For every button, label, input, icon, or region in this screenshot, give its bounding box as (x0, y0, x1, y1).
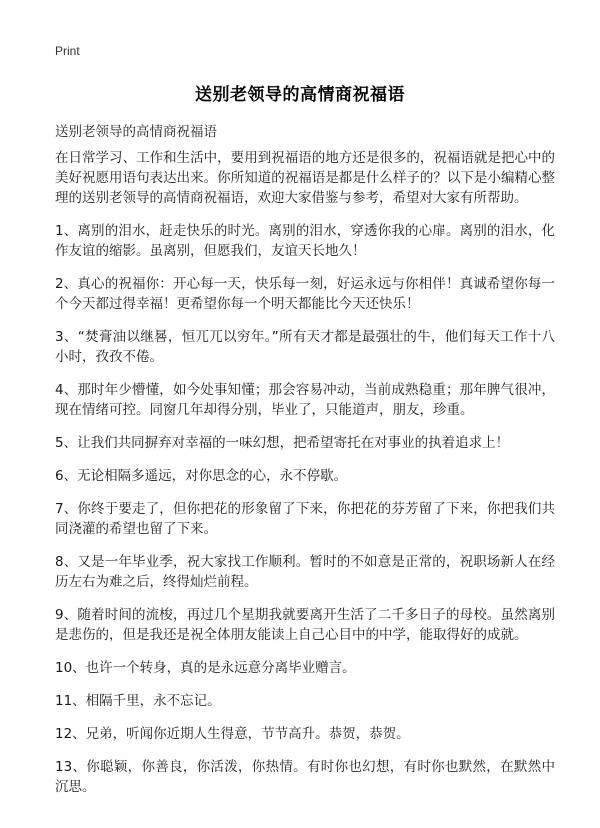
blessing-item-13: 13、你聪颖，你善良，你活泼，你热情。有时你也幻想，有时你也默然，在默然中沉思。 (55, 759, 555, 795)
blessing-item-3: 3、“焚膏油以继晷，恒兀兀以穷年。”所有天才都是最强壮的牛，他们每天工作十八小时，孜孜不倦。 (55, 329, 555, 365)
blessing-item-11: 11、相隔千里，永不忘记。 (55, 693, 221, 709)
blessing-item-2: 2、真心的祝福你：开心每一天，快乐每一刻，好运永远与你相伴！真诚希望你每一个今天都过得幸福！更希望你每一个明天都能比今天还快乐！ (55, 276, 555, 312)
blessing-item-5: 5、让我们共同摒弃对幸福的一味幻想，把希望寄托在对事业的执着追求上！ (55, 435, 510, 451)
blessing-item-4: 4、那时年少懵懂，如今处事知懂；那会容易冲动，当前成熟稳重；那年脾气很冲，现在情绪可控。同窗几年却得分别，毕业了，只能道声，朋友，珍重。 (55, 382, 555, 418)
blessing-item-9: 9、随着时间的流梭，再过几个星期我就要离开生活了二千多日子的母校。虽然离别是悲伤的，但是我还是祝全体朋友能读上自己心目中的中学，能取得好的成就。 (55, 607, 555, 643)
intro-paragraph: 在日常学习、工作和生活中，要用到祝福语的地方还是很多的，祝福语就是把心中的美好祝愿用语句表达出来。你所知道的祝福语是都是什么样子的？以下是小编精心整理的送别老领导的高情商祝福语，欢迎大家借鉴与参考，希望对大家有所帮助。 (55, 150, 555, 206)
blessing-item-6: 6、无论相隔多遥远，对你思念的心，永不停歇。 (55, 468, 348, 484)
blessing-item-7: 7、你终于要走了，但你把花的形象留了下来，你把花的芬芳留了下来，你把我们共同浇灌的希望也留了下来。 (55, 501, 555, 537)
blessing-item-8: 8、又是一年毕业季，祝大家找工作顺利。暂时的不如意是正常的，祝职场新人在经历左右为难之后，终得灿烂前程。 (55, 554, 555, 590)
blessing-item-1: 1、离别的泪水，赶走快乐的时光。离别的泪水，穿透你我的心扉。离别的泪水，化作友谊的缩影。虽离别，但愿我们，友谊天长地久！ (55, 223, 555, 259)
blessing-item-12: 12、兄弟，听闻你近期人生得意，节节高升。恭贺，恭贺。 (55, 726, 410, 742)
blessing-item-10: 10、也许一个转身，真的是永远意分离毕业赠言。 (55, 660, 356, 676)
print-link[interactable]: Print (55, 44, 80, 58)
document-body (55, 148, 555, 810)
document-title: 送别老领导的高情商祝福语 (195, 85, 405, 105)
document-subtitle: 送别老领导的高情商祝福语 (55, 124, 217, 140)
